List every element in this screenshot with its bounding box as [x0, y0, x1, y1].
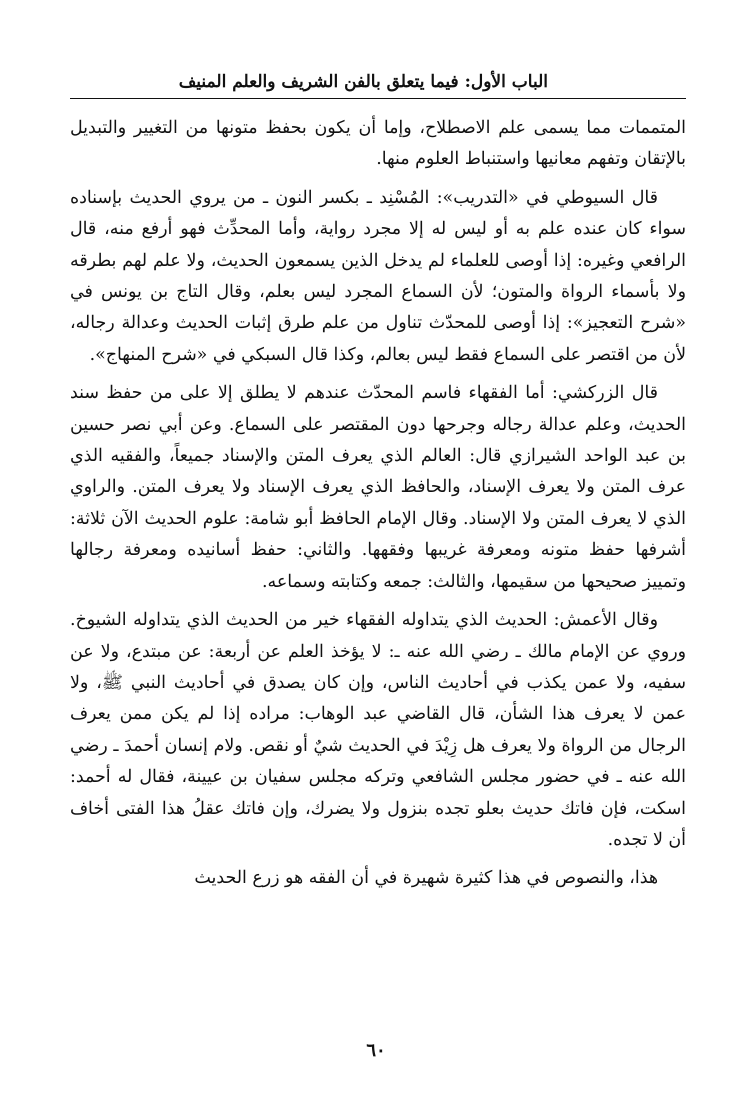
- header-divider: [70, 98, 686, 99]
- running-header: [70, 58, 686, 92]
- body-text: [70, 113, 686, 895]
- running-title: الباب الأول: فيما يتعلق بالفن الشريف والعلم المنيف: [178, 72, 548, 92]
- paragraph-2: قال السيوطي في «التدريب»: المُسْنِد ـ بكسر النون ـ من يروي الحديث بإسناده سواء كان عنده علم به أو ليس له إلا مجرد رواية، وأما المحدِّث فهو أرفع منه، قال الرافعي وغيره: إذا أوصى للعلماء لم يدخل الذين يسمعون الحديث، ولا علم لهم بطرقه ولا بأسماء الرواة والمتون؛ لأن السماع المجرد ليس بعلم، وقال التاج بن يونس في «شرح التعجيز»: إذا أوصى للمحدّث تناول من علم طرق إثبات الحديث وعدالة رجاله، لأن من اقتصر على السماع فقط ليس بعالم، وكذا قال السبكي في «شرح المنهاج».: [70, 187, 686, 365]
- page-number: ٦٠: [366, 1040, 386, 1061]
- paragraph-4: وقال الأعمش: الحديث الذي يتداوله الفقهاء خير من الحديث الذي يتداوله الشيوخ. وروي عن الإمام مالك ـ رضي الله عنه ـ: لا يؤخذ العلم عن أربعة: عن مبتدع، ولا عن سفيه، ولا عمن يكذب في أحاديث الناس، وإن كان يصدق في أحاديث النبي ﷺ، ولا عمن لا يعرف هذا الشأن، قال القاضي عبد الوهاب: مراده إذا لم يكن ممن يعرف الرجال من الرواة ولا يعرف هل زِيْدَ في الحديث شيٌ أو نقص. ولام إنسان أحمدَ ـ رضي الله عنه ـ في حضور مجلس الشافعي وتركه مجلس سفيان بن عيينة، فقال له أحمد: اسكت، فإن فاتك حديث بعلو تجده بنزول ولا يضرك، وإن فاتك عقلُ هذا الفتى أخاف أن لا تجده.: [70, 610, 686, 850]
- book-page: [70, 58, 686, 1058]
- paragraph-5: هذا، والنصوص في هذا كثيرة شهيرة في أن الفقه هو زرع الحديث: [194, 868, 658, 889]
- paragraph-3: قال الزركشي: أما الفقهاء فاسم المحدّث عندهم لا يطلق إلا على من حفظ سند الحديث، وعلم عدالة رجاله وجرحها دون المقتصر على السماع. وعن أبي نصر حسين بن عبد الواحد الشيرازي قال: العالم الذي يعرف المتن والإسناد جميعاً، والفقيه الذي عرف المتن ولا يعرف الإسناد، والحافظ الذي يعرف الإسناد ولا يعرف المتن. والراوي الذي لا يعرف المتن ولا الإسناد. وقال الإمام الحافظ أبو شامة: علوم الحديث الآن ثلاثة: أشرفها حفظ متونه ومعرفة غريبها وفقهها. والثاني: حفظ أسانيده ومعرفة رجالها وتمييز صحيحها من سقيمها، والثالث: جمعه وكتابته وسماعه.: [70, 383, 686, 592]
- paragraph-1: المتممات مما يسمى علم الاصطلاح، وإما أن يكون بحفظ متونها من التغيير والتبديل بالإتقان وتفهم معانيها واستنباط العلوم منها.: [70, 118, 686, 170]
